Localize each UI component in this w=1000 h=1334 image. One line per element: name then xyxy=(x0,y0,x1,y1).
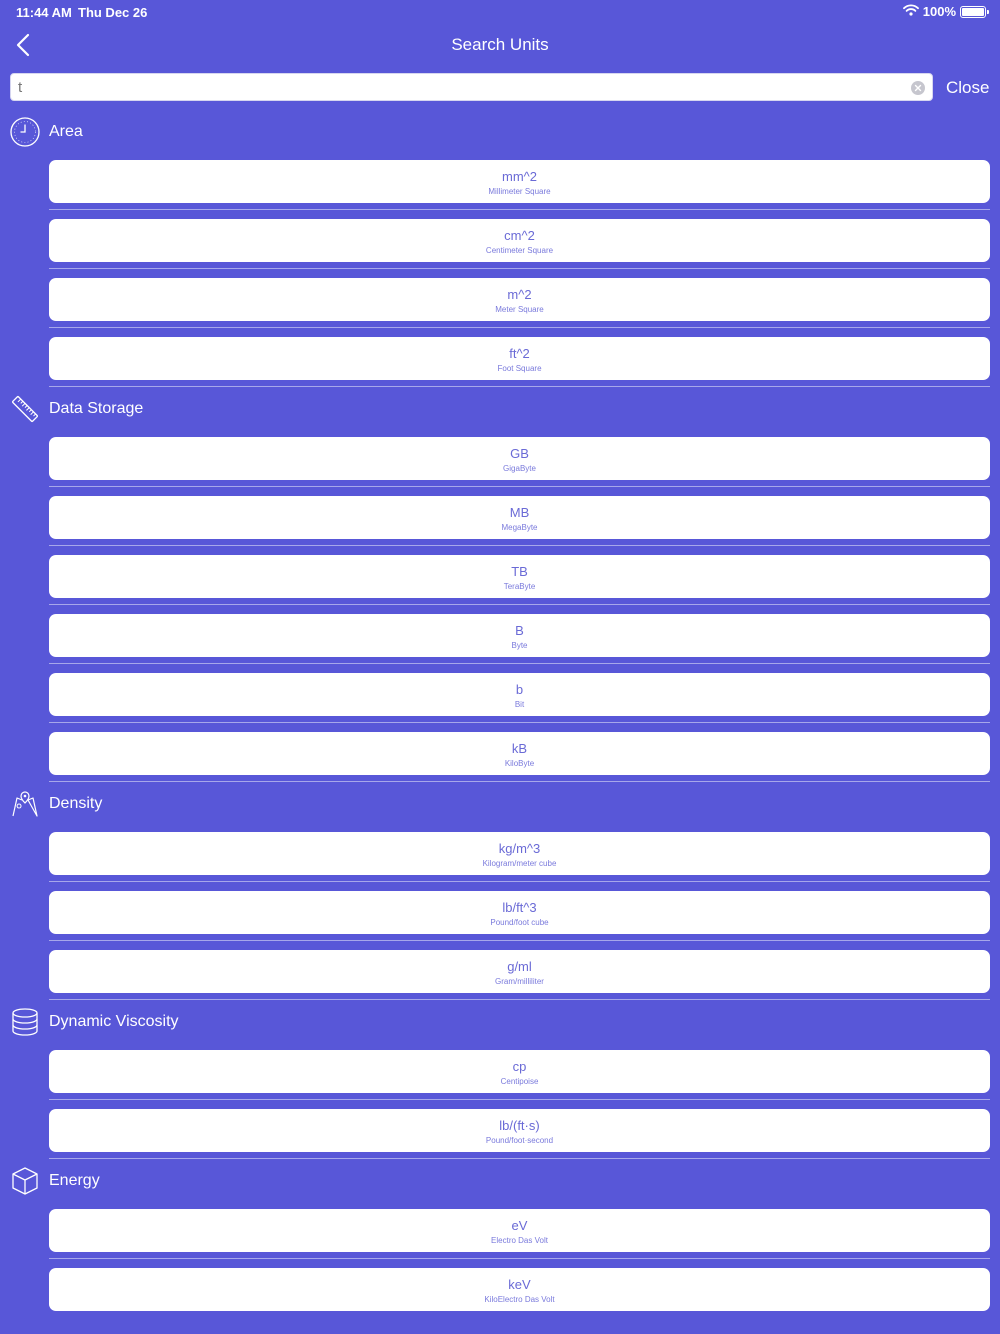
section-title: Data Storage xyxy=(49,400,144,417)
unit-name: Bit xyxy=(514,700,525,709)
list-item xyxy=(0,1041,1000,1100)
unit-symbol: ft^2 xyxy=(509,346,530,361)
unit-symbol: TB xyxy=(511,564,528,579)
unit-row[interactable] xyxy=(49,732,990,775)
unit-symbol: mm^2 xyxy=(502,169,537,184)
list-item xyxy=(0,1259,1000,1314)
section-header-area xyxy=(0,113,1000,151)
unit-symbol: B xyxy=(515,623,524,638)
list-item xyxy=(0,328,1000,387)
unit-row[interactable] xyxy=(49,337,990,380)
unit-symbol: b xyxy=(515,682,524,697)
unit-name: Foot Square xyxy=(497,364,542,373)
unit-name: TeraByte xyxy=(503,582,536,591)
unit-symbol: m^2 xyxy=(507,287,532,302)
unit-name: Byte xyxy=(511,641,528,650)
list-item xyxy=(0,941,1000,1000)
unit-row[interactable] xyxy=(49,219,990,262)
list-item xyxy=(0,151,1000,210)
wifi-icon xyxy=(903,4,919,19)
page-title: Search Units xyxy=(451,35,549,54)
unit-symbol: lb/ft^3 xyxy=(502,900,537,915)
unit-name: Meter Square xyxy=(495,305,544,314)
unit-name: Centimeter Square xyxy=(485,246,554,255)
unit-symbol: cp xyxy=(512,1059,527,1074)
cube-icon xyxy=(9,1165,41,1197)
list-item xyxy=(0,723,1000,782)
unit-symbol: lb/(ft·s) xyxy=(499,1118,540,1133)
unit-row[interactable] xyxy=(49,1109,990,1152)
unit-row[interactable] xyxy=(49,832,990,875)
section-title: Energy xyxy=(49,1172,100,1189)
unit-symbol: g/ml xyxy=(507,959,532,974)
unit-name: Pound/foot·second xyxy=(485,1136,554,1145)
list-item xyxy=(0,210,1000,269)
unit-row[interactable] xyxy=(49,160,990,203)
unit-row[interactable] xyxy=(49,555,990,598)
unit-symbol: cm^2 xyxy=(504,228,535,243)
section-title: Dynamic Viscosity xyxy=(49,1013,179,1030)
unit-name: Millimeter Square xyxy=(488,187,551,196)
row-divider xyxy=(49,999,990,1000)
unit-symbol: keV xyxy=(508,1277,531,1292)
unit-symbol: kB xyxy=(511,741,528,756)
unit-symbol: kg/m^3 xyxy=(498,841,541,856)
unit-symbol: GB xyxy=(510,446,529,461)
navigation-bar xyxy=(0,24,1000,68)
section-header-density xyxy=(0,785,1000,823)
status-right xyxy=(903,4,986,19)
unit-row[interactable] xyxy=(49,437,990,480)
list-item xyxy=(0,546,1000,605)
list-item xyxy=(0,664,1000,723)
search-field[interactable] xyxy=(10,73,933,101)
list-item xyxy=(0,882,1000,941)
search-results-list[interactable] xyxy=(0,113,1000,1314)
section-header-energy xyxy=(0,1162,1000,1200)
clear-search-icon[interactable] xyxy=(911,81,925,95)
unit-row[interactable] xyxy=(49,1268,990,1311)
close-button[interactable]: Close xyxy=(946,78,990,97)
list-item xyxy=(0,487,1000,546)
row-divider xyxy=(49,781,990,782)
section-header-data-storage xyxy=(0,390,1000,428)
list-item xyxy=(0,428,1000,487)
list-item xyxy=(0,1100,1000,1159)
unit-row[interactable] xyxy=(49,1050,990,1093)
database-icon xyxy=(9,1006,41,1038)
status-time: 11:44 AM xyxy=(16,5,72,20)
unit-row[interactable] xyxy=(49,496,990,539)
unit-row[interactable] xyxy=(49,891,990,934)
unit-row[interactable] xyxy=(49,614,990,657)
unit-name: Gram/milliliter xyxy=(495,977,544,986)
ruler-icon xyxy=(9,393,41,425)
list-item xyxy=(0,605,1000,664)
section-title: Area xyxy=(49,123,83,140)
unit-name: KiloByte xyxy=(504,759,535,768)
unit-symbol: MB xyxy=(509,505,530,520)
unit-row[interactable] xyxy=(49,950,990,993)
unit-name: Centipoise xyxy=(500,1077,539,1086)
unit-row[interactable] xyxy=(49,673,990,716)
status-bar xyxy=(0,0,1000,24)
battery-icon xyxy=(960,6,986,18)
section-title: Density xyxy=(49,795,103,812)
unit-name: Electro Das Volt xyxy=(491,1236,548,1245)
unit-row[interactable] xyxy=(49,1209,990,1252)
unit-name: GigaByte xyxy=(503,464,536,473)
unit-symbol: eV xyxy=(511,1218,528,1233)
row-divider xyxy=(49,1158,990,1159)
row-divider xyxy=(49,386,990,387)
battery-percentage: 100% xyxy=(922,4,956,19)
search-input[interactable] xyxy=(11,74,932,100)
map-pin-icon xyxy=(9,788,41,820)
unit-name: MegaByte xyxy=(501,523,538,532)
section-header-dynamic-viscosity xyxy=(0,1003,1000,1041)
unit-name: Kilogram/meter cube xyxy=(482,859,557,868)
list-item xyxy=(0,269,1000,328)
status-date: Thu Dec 26 xyxy=(78,5,148,20)
list-item xyxy=(0,823,1000,882)
unit-name: KiloElectro Das Volt xyxy=(484,1295,555,1304)
unit-row[interactable] xyxy=(49,278,990,321)
clock-icon xyxy=(9,116,41,148)
list-item xyxy=(0,1200,1000,1259)
unit-name: Pound/foot cube xyxy=(490,918,549,927)
